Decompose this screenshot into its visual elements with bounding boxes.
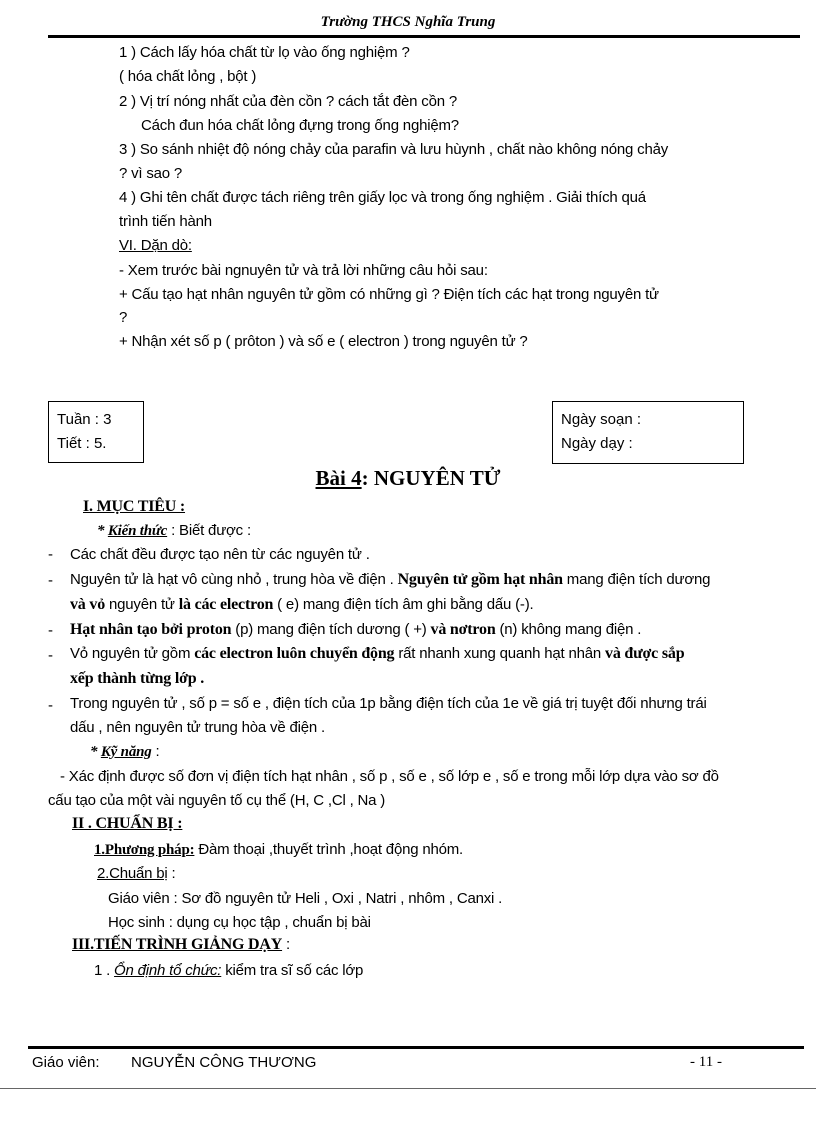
page-header-school: Trường THCS Nghĩa Trung [320, 14, 496, 30]
lesson-colon: : [361, 466, 369, 490]
objective-bullet-cont [70, 596, 533, 614]
objective-bullet [70, 621, 641, 639]
bullet-text: rất nhanh xung quanh hạt nhân [394, 645, 606, 662]
method-label: 1.Phương pháp: [94, 842, 195, 858]
skill-star: * [90, 744, 101, 760]
knowledge-star: * [97, 523, 108, 539]
step1-text: kiểm tra sĩ số các lớp [221, 962, 364, 979]
homework-line: - Xem trước bài ngnuyên tử và trả lời những câu hỏi sau: [119, 262, 488, 279]
knowledge-line [97, 522, 251, 540]
footer-rule [28, 1046, 804, 1049]
knowledge-colon: : [167, 522, 176, 539]
prep-line [97, 865, 176, 882]
taught-date-label: Ngày dạy : [561, 435, 633, 452]
process-colon: : [282, 936, 290, 953]
skill-line [90, 743, 160, 761]
objective-bullet [70, 645, 684, 663]
question-line: 3 ) So sánh nhiệt độ nóng chảy của parafin và lưu hùynh , chất nào không nóng chảy [119, 141, 669, 158]
process-heading-line [72, 936, 290, 954]
question-line: Cách đun hóa chất lỏng đựng trong ống nghiệm? [141, 117, 459, 134]
student-prep: Học sinh : dụng cụ học tập , chuẩn bị bài [108, 914, 371, 931]
question-line: ? vì sao ? [119, 165, 183, 182]
bullet-text: nguyên tử [105, 596, 179, 613]
objective-bullet-cont: dấu , nên nguyên tử trung hòa về điện . [70, 719, 325, 736]
homework-heading: VI. Dặn dò: [119, 237, 192, 254]
step1-prefix: 1 . [94, 962, 115, 979]
bullet-bold: và nơtron [430, 621, 496, 638]
teacher-prep: Giáo viên : Sơ đồ nguyên tử Heli , Oxi , Natri , nhôm , Canxi . [108, 890, 503, 907]
bullet-dash: - [48, 622, 53, 639]
bullet-bold: Hạt nhân tạo bởi proton [70, 621, 232, 638]
objective-bullet-cont: xếp thành từng lớp . [70, 670, 205, 687]
lesson-title [0, 466, 816, 491]
bullet-bold: và được sắp [605, 645, 685, 662]
knowledge-label: Kiến thức [107, 523, 168, 539]
bullet-text: (n) không mang điện . [495, 621, 642, 638]
objective-bullet [70, 571, 710, 589]
bullet-text: Nguyên tử là hạt vô cùng nhỏ , trung hòa về điện . [70, 571, 394, 588]
bullet-bold: Nguyên tử gồm hạt nhân [397, 571, 563, 588]
homework-line: ? [119, 309, 128, 326]
homework-line: + Cấu tạo hạt nhân nguyên tử gồm có những gì ? Điện tích các hạt trong nguyên tử [119, 286, 659, 303]
week-box [48, 401, 144, 463]
footer-page-number: - 11 - [690, 1054, 722, 1070]
skill-colon: : [151, 743, 160, 760]
lesson-name: NGUYÊN TỬ [373, 466, 501, 490]
homework-line: + Nhận xét số p ( prôton ) và số e ( electron ) trong nguyên tử ? [119, 333, 528, 350]
header-rule [48, 35, 800, 38]
preparation-heading: II . CHUẨN BỊ : [72, 815, 183, 832]
method-line [94, 841, 463, 859]
skill-text: - Xác định được số đơn vị điện tích hạt nhân , số p , số e , số lớp e , số e trong mỗi lớp dựa vào sơ đồ [60, 768, 719, 785]
method-text: Đàm thoại ,thuyết trình ,hoạt động nhóm. [194, 841, 464, 858]
date-box [552, 401, 744, 464]
footer-teacher-label: Giáo viên: [32, 1054, 100, 1071]
week-label: Tuần : 3 [57, 411, 112, 428]
prep-label: 2.Chuẩn bị [97, 865, 168, 882]
bullet-text: ( e) mang điện tích âm ghi bằng dấu (-). [273, 596, 534, 613]
bullet-text: mang điện tích dương [562, 571, 711, 588]
skill-label: Kỹ năng [100, 744, 152, 760]
objective-bullet: Các chất đều được tạo nên từ các nguyên tử . [70, 546, 370, 563]
question-line: 2 ) Vị trí nóng nhất của đèn cồn ? cách tắt đèn cồn ? [119, 93, 457, 110]
bullet-dash: - [48, 697, 53, 714]
bullet-bold: là các electron [178, 596, 274, 613]
bullet-text: (p) mang điện tích dương ( +) [231, 621, 431, 638]
question-line: trình tiến hành [119, 213, 212, 230]
footer-teacher-name: NGUYỄN CÔNG THƯƠNG [131, 1054, 317, 1071]
bullet-bold: các electron luôn chuyển động [194, 645, 395, 662]
period-label: Tiết : 5. [57, 435, 107, 452]
question-line: 4 ) Ghi tên chất được tách riêng trên giấy lọc và trong ống nghiệm . Giải thích quá [119, 189, 646, 206]
objective-bullet: Trong nguyên tử , số p = số e , điện tích của 1p bằng điện tích của 1e về giá trị tuyệt đối nhưng trái [70, 695, 707, 712]
prepared-date-label: Ngày soạn : [561, 411, 642, 428]
prep-colon: : [167, 865, 176, 882]
question-line: ( hóa chất lỏng , bột ) [119, 68, 257, 85]
objectives-heading: I. MỤC TIÊU : [83, 498, 186, 515]
footer-bottom-rule [0, 1088, 816, 1089]
bullet-dash: - [48, 546, 53, 563]
skill-text-cont: cấu tạo của một vài nguyên tố cụ thể (H, C ,Cl , Na ) [48, 792, 386, 809]
bullet-text: Vỏ nguyên tử gồm [70, 645, 195, 662]
process-heading: III.TIẾN TRÌNH GIẢNG DẠY [72, 936, 283, 953]
step1-line [94, 962, 363, 979]
step1-label: Ổn định tổ chức: [114, 962, 222, 979]
knowledge-text: Biết được : [175, 522, 251, 539]
question-line: 1 ) Cách lấy hóa chất từ lọ vào ống nghiệm ? [119, 44, 410, 61]
bullet-dash: - [48, 647, 53, 664]
bullet-bold: và vỏ [70, 596, 106, 613]
bullet-dash: - [48, 572, 53, 589]
lesson-number: Bài 4 [315, 466, 362, 490]
